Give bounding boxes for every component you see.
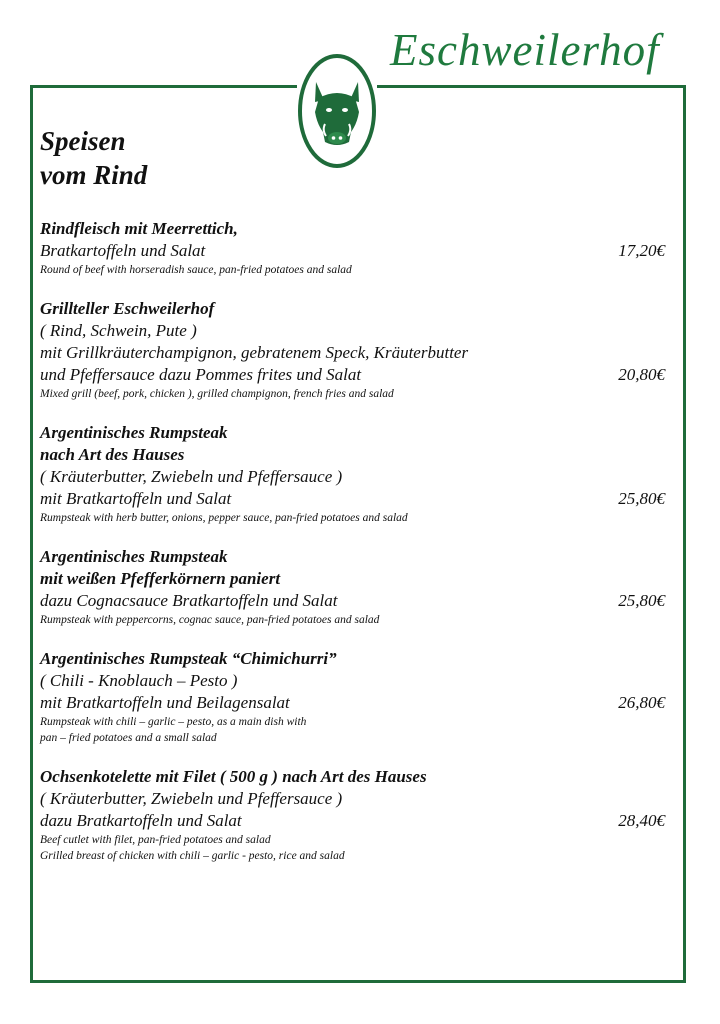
dish-translation: Mixed grill (beef, pork, chicken ), grilled champignon, french fries and salad (40, 388, 394, 400)
dish-description: ( Kräuterbutter, Zwiebeln und Pfeffersauce ) (40, 467, 343, 486)
dish-description: mit Bratkartoffeln und Salat (40, 489, 232, 508)
dish-name: Argentinisches Rumpsteak (40, 423, 228, 442)
dish-price: 26,80€ (618, 693, 665, 712)
dish-price: 20,80€ (618, 365, 665, 384)
menu-item (40, 648, 665, 746)
dish-name: Grillteller Eschweilerhof (40, 299, 215, 318)
menu-item (40, 422, 665, 526)
dish-name: nach Art des Hauses (40, 445, 185, 464)
dish-price-row (40, 810, 665, 832)
dish-price-row (40, 240, 665, 262)
dish-price: 17,20€ (618, 241, 665, 260)
dish-description: ( Kräuterbutter, Zwiebeln und Pfeffersauce ) (40, 789, 343, 808)
dish-description: dazu Bratkartoffeln und Salat (40, 811, 242, 830)
dish-description: mit Grillkräuterchampignon, gebratenem Speck, Kräuterbutter (40, 343, 469, 362)
dish-description: Bratkartoffeln und Salat (40, 241, 206, 260)
page-title-line-2: vom Rind (40, 160, 148, 190)
dish-name: Ochsenkotelette mit Filet ( 500 g ) nach Art des Hauses (40, 767, 427, 786)
dish-translation: Round of beef with horseradish sauce, pan-fried potatoes and salad (40, 264, 352, 276)
dish-translation: Rumpsteak with chili – garlic – pesto, as a main dish with (40, 716, 307, 728)
dish-description: und Pfeffersauce dazu Pommes frites und Salat (40, 365, 362, 384)
dish-price-row (40, 692, 665, 714)
dish-description: ( Rind, Schwein, Pute ) (40, 321, 197, 340)
boar-head-icon (297, 52, 377, 170)
dish-translation: pan – fried potatoes and a small salad (40, 732, 217, 744)
page-title-line-1: Speisen (40, 126, 126, 156)
menu-item (40, 546, 665, 628)
dish-description: mit Bratkartoffeln und Beilagensalat (40, 693, 290, 712)
dish-price-row (40, 590, 665, 612)
menu-item (40, 218, 665, 278)
dish-name: Argentinisches Rumpsteak “Chimichurri” (40, 649, 337, 668)
brand-title: Eschweilerhof (390, 25, 660, 75)
dish-name: Rindfleisch mit Meerrettich, (40, 219, 238, 238)
dish-price-row (40, 364, 665, 386)
dish-description: ( Chili - Knoblauch – Pesto ) (40, 671, 238, 690)
dish-price-row (40, 488, 665, 510)
dish-price: 25,80€ (618, 489, 665, 508)
dish-name: mit weißen Pfefferkörnern paniert (40, 569, 281, 588)
menu-list (40, 218, 665, 884)
menu-item (40, 298, 665, 402)
dish-translation: Beef cutlet with filet, pan-fried potatoes and salad (40, 834, 271, 846)
dish-translation: Rumpsteak with herb butter, onions, pepper sauce, pan-fried potatoes and salad (40, 512, 408, 524)
dish-translation: Rumpsteak with peppercorns, cognac sauce, pan-fried potatoes and salad (40, 614, 380, 626)
dish-description: dazu Cognacsauce Bratkartoffeln und Salat (40, 591, 338, 610)
dish-name: Argentinisches Rumpsteak (40, 547, 228, 566)
dish-price: 25,80€ (618, 591, 665, 610)
menu-item (40, 766, 665, 864)
dish-price: 28,40€ (618, 811, 665, 830)
page-title (40, 124, 147, 192)
dish-translation: Grilled breast of chicken with chili – garlic - pesto, rice and salad (40, 850, 345, 862)
